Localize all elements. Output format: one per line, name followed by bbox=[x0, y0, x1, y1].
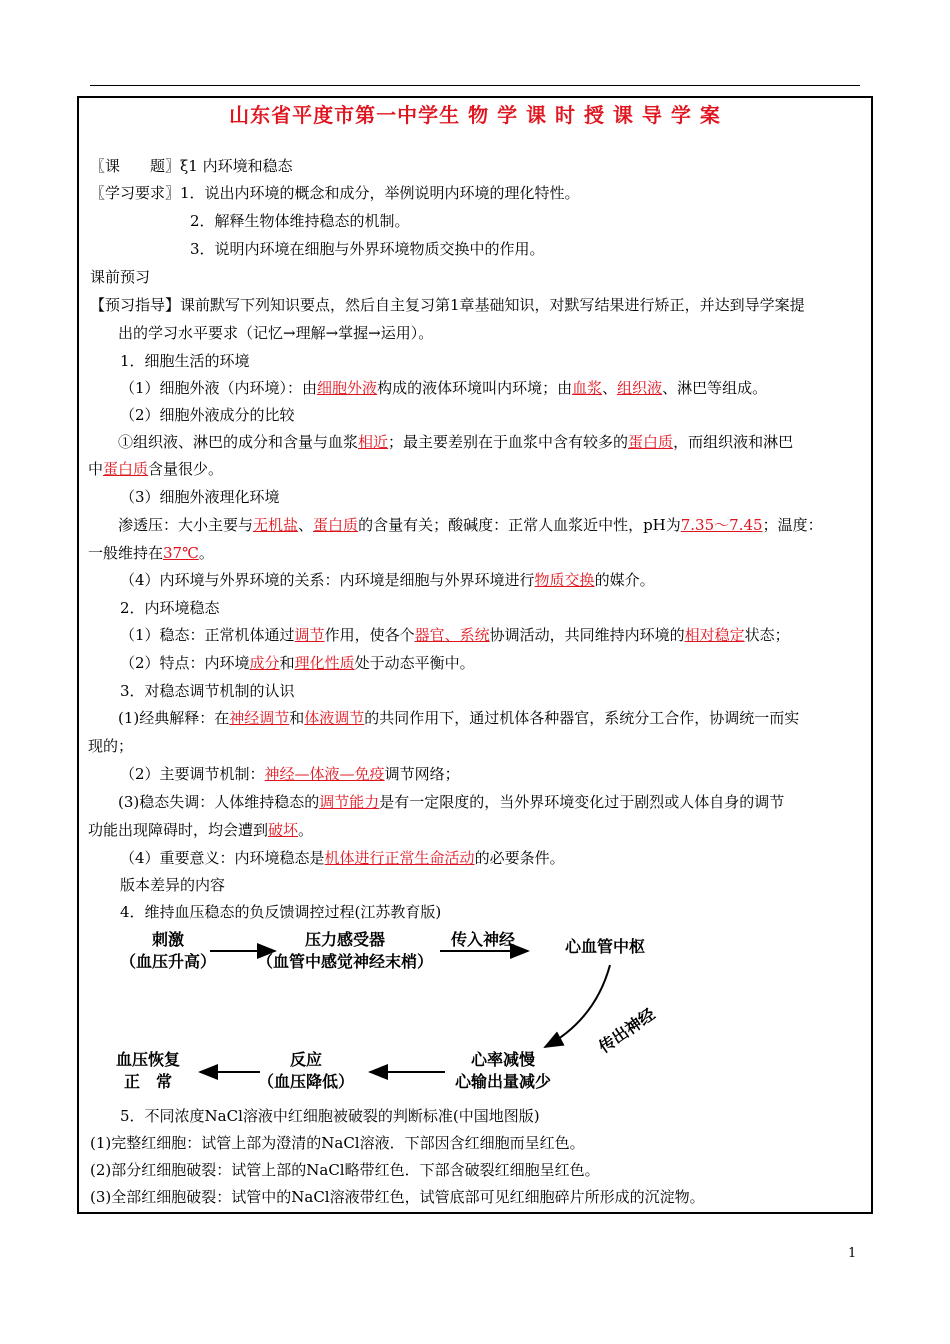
s5-item-3: (3)全部红细胞破裂：试管中的NaCl溶液带红色，试管底部可见红细胞碎片所形成的沉淀物。 bbox=[90, 1188, 705, 1206]
s1-p6: （4）内环境与外界环境的关系：内环境是细胞与外界环境进行物质交换的媒介。 bbox=[120, 571, 655, 589]
s3-p3-cont: 功能出现障碍时，均会遭到破坏。 bbox=[88, 821, 314, 839]
center-label: 心血管中枢 bbox=[564, 937, 646, 956]
requirements-line-3: 3．说明内环境在细胞与外界环境物质交换中的作用。 bbox=[190, 240, 545, 258]
recovery-normal-label: 正 常 bbox=[123, 1072, 173, 1091]
blood-pressure-feedback-diagram bbox=[100, 925, 720, 1100]
receptor-sub-label: （血管中感觉神经末梢） bbox=[256, 952, 434, 971]
afferent-label: 传入神经 bbox=[450, 930, 516, 949]
s1-p1: （1）细胞外液（内环境）：由细胞外液构成的液体环境叫内环境；由血浆、组织液、淋巴等组成。 bbox=[120, 379, 768, 397]
s1-p2: （2）细胞外液成分的比较 bbox=[120, 406, 295, 424]
s4-heading: 4．维持血压稳态的负反馈调控过程(江苏教育版) bbox=[120, 903, 442, 921]
s3-heading: 3．对稳态调节机制的认识 bbox=[120, 682, 295, 700]
heart-rate-label: 心率减慢 bbox=[470, 1050, 536, 1069]
s2-heading: 2．内环境稳态 bbox=[120, 599, 220, 617]
stimulus-label: 刺激 bbox=[151, 930, 185, 949]
s3-p3: (3)稳态失调：人体维持稳态的调节能力是有一定限度的，当外界环境变化过于剧烈或人体自身的调节 bbox=[118, 793, 785, 811]
s2-p1: （1）稳态：正常机体通过调节作用，使各个器官、系统协调活动，共同维持内环境的相对稳定状态； bbox=[120, 626, 790, 644]
s5-item-1: (1)完整红细胞：试管上部为澄清的NaCl溶液．下部因含红细胞而呈红色。 bbox=[90, 1134, 585, 1152]
page-number: 1 bbox=[848, 1246, 857, 1261]
s3-p1-cont: 现的； bbox=[88, 737, 134, 755]
s1-p3-cont: 中蛋白质含量很少。 bbox=[88, 460, 224, 478]
requirements-line-2: 2．解释生物体维持稳态的机制。 bbox=[190, 212, 410, 230]
response-label: 反应 bbox=[289, 1050, 323, 1069]
cardiac-output-label: 心输出量减少 bbox=[454, 1072, 552, 1091]
header-rule bbox=[90, 85, 860, 86]
requirements-line-1: 〖学习要求〗1．说出内环境的概念和成分，举例说明内环境的理化特性。 bbox=[90, 184, 580, 202]
efferent-label: 传出神经 bbox=[595, 1004, 659, 1057]
s5-item-2: (2)部分红细胞破裂：试管上部的NaCl略带红色．下部含破裂红细胞呈红色。 bbox=[90, 1161, 600, 1179]
topic-line: 〖课 题〗ξ1 内环境和稳态 bbox=[90, 157, 293, 175]
s3-p2: （2）主要调节机制：神经—体液—免疫调节网络； bbox=[120, 765, 460, 783]
s5-heading: 5．不同浓度NaCl溶液中红细胞被破裂的判断标准(中国地图版) bbox=[120, 1107, 540, 1125]
version-heading: 版本差异的内容 bbox=[120, 876, 226, 894]
guide-line-2: 出的学习水平要求（记忆→理解→掌握→运用）。 bbox=[118, 324, 434, 342]
response-sub-label: （血压降低） bbox=[257, 1072, 355, 1091]
guide-line-1: 【预习指导】课前默写下列知识要点，然后自主复习第1章基础知识，对默写结果进行矫正，并达到导学案提 bbox=[90, 296, 805, 314]
s3-p4: （4）重要意义：内环境稳态是机体进行正常生命活动的必要条件。 bbox=[120, 849, 565, 867]
s2-p2: （2）特点：内环境成分和理化性质处于动态平衡中。 bbox=[120, 654, 475, 672]
s1-p3: ①组织液、淋巴的成分和含量与血浆相近；最主要差别在于血浆中含有较多的蛋白质，而组织液和淋巴 bbox=[118, 433, 794, 451]
receptor-label: 压力感受器 bbox=[304, 930, 386, 949]
s3-p1: (1)经典解释：在神经调节和体液调节的共同作用下，通过机体各种器官，系统分工合作，协调统一而实 bbox=[118, 709, 800, 727]
s1-p5: 渗透压：大小主要与无机盐、蛋白质的含量有关；酸碱度：正常人血浆近中性，pH为7.35～7.45；温度： bbox=[118, 516, 823, 534]
stimulus-sub-label: （血压升高） bbox=[119, 952, 217, 971]
preview-heading: 课前预习 bbox=[90, 268, 151, 286]
s1-p5-cont: 一般维持在37℃。 bbox=[88, 544, 214, 562]
arrow-efferent bbox=[545, 965, 610, 1047]
page-title: 山东省平度市第一中学生 物 学 课 时 授 课 导 学 案 bbox=[229, 103, 721, 127]
s1-heading: 1．细胞生活的环境 bbox=[120, 352, 250, 370]
recovery-label: 血压恢复 bbox=[115, 1050, 181, 1069]
s1-p4: （3）细胞外液理化环境 bbox=[120, 488, 280, 506]
